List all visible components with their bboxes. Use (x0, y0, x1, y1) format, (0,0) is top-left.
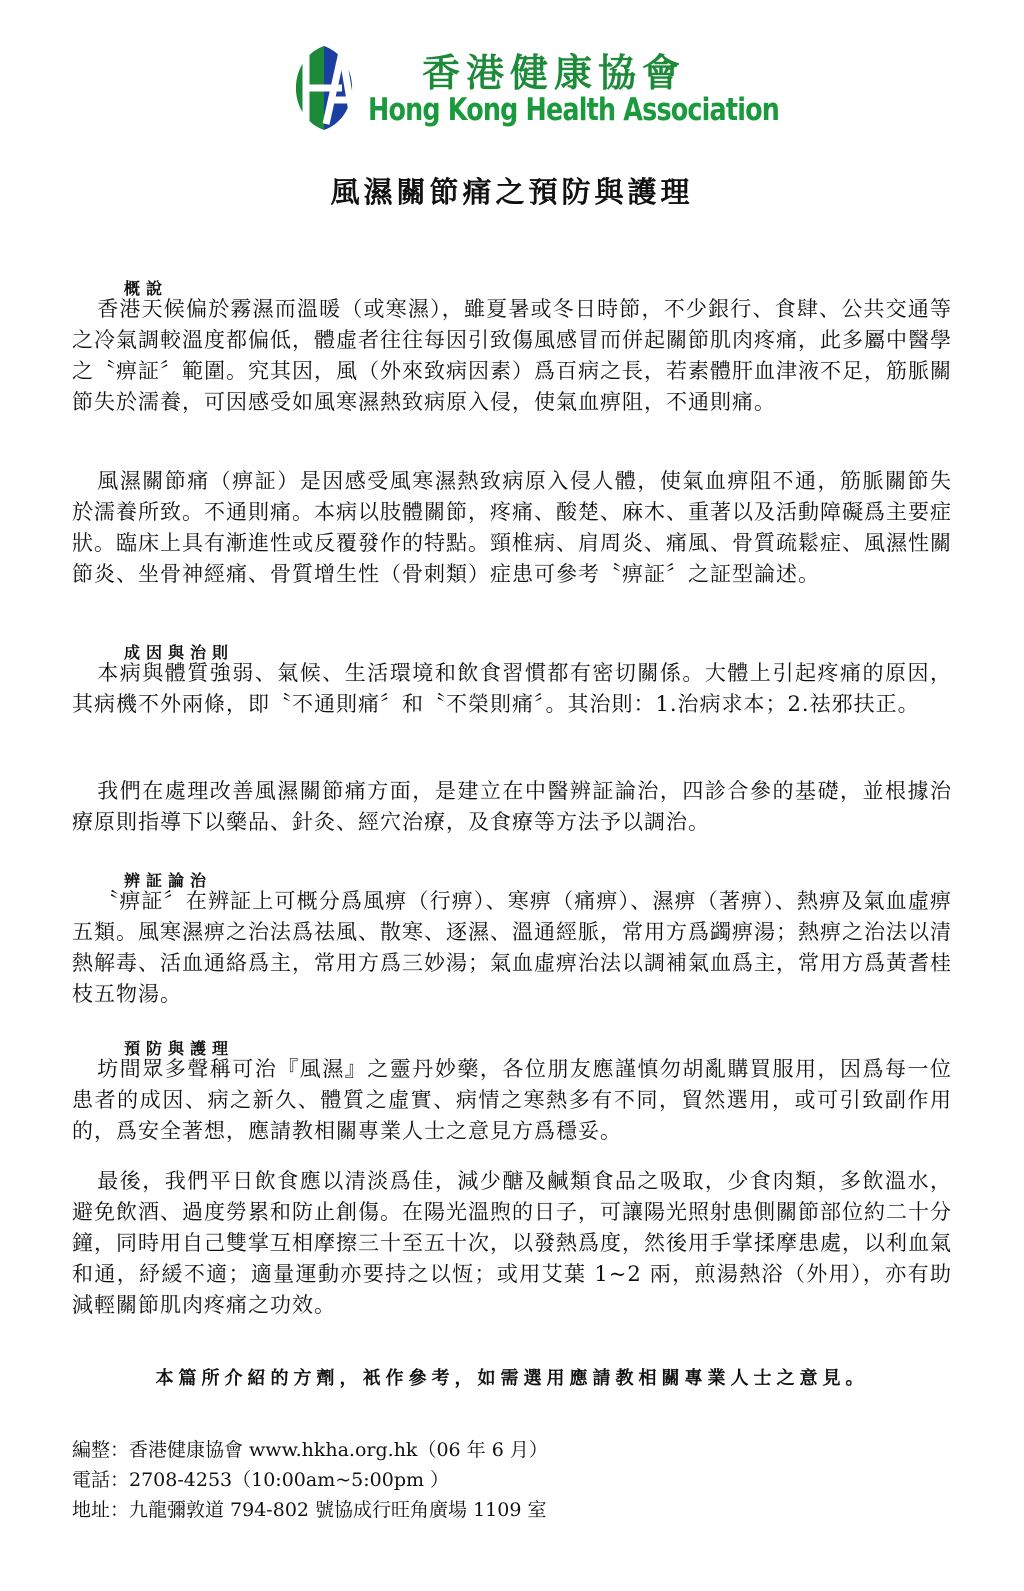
footer-contact (72, 1435, 548, 1525)
paragraph-overview-1: 香港天候偏於霧濕而溫暖（或寒濕），雖夏暑或冬日時節，不少銀行、食肆、公共交通等之冷氣調較溫度都偏低，體虛者往往每因引致傷風感冒而併起關節肌肉疼痛，此多屬中醫學之〝痹証〞範圍。究其因，風（外來致病因素）爲百病之長，若素體肝血津液不足，筋脈關節失於濡養，可因感受如風寒濕熱致病原入侵，使氣血痹阻，不通則痛。 (72, 297, 952, 414)
paragraph-overview-2: 風濕關節痛（痹証）是因感受風寒濕熱致病原入侵人體，使氣血痹阻不通，筋脈關節失於濡養所致。不通則痛。本病以肢體關節，疼痛、酸楚、麻木、重著以及活動障礙爲主要症狀。臨床上具有漸進性或反覆發作的特點。頸椎病、肩周炎、痛風、骨質疏鬆症、風濕性關節炎、坐骨神經痛、骨質增生性（骨刺類）症患可參考〝痹証〞之証型論述。 (72, 469, 952, 586)
disclaimer-note: 本篇所介紹的方劑，衹作參考，如需選用應請教相關專業人士之意見。 (155, 1368, 869, 1389)
section-heading-prevention: 預防與護理 (124, 1039, 235, 1058)
paragraph-diagnosis-1: 〝痹証〞在辨証上可概分爲風痹（行痹）、寒痹（痛痹）、濕痹（著痹）、熱痹及氣血虛痹五類。風寒濕痹之治法爲祛風、散寒、逐濕、溫通經脈，常用方爲蠲痹湯；熱痹之治法以清熱解毒、活血通絡爲主，常用方爲三妙湯；氣血虛痹治法以調補氣血爲主，常用方爲黃耆桂枝五物湯。 (72, 889, 952, 1006)
org-name-cn: 香港健康協會 (422, 50, 687, 95)
org-name-en: Hong Kong Health Association (368, 92, 780, 128)
paragraph-causes-1: 本病與體質強弱、氣候、生活環境和飲食習慣都有密切關係。大體上引起疼痛的原因，其病機不外兩條，即〝不通則痛〞和〝不榮則痛〞。其治則：1.治病求本；2.祛邪扶正。 (72, 661, 952, 716)
hkha-logo-icon (282, 42, 366, 134)
paragraph-prevention-2: 最後，我們平日飲食應以清淡爲佳，減少醣及鹹類食品之吸取，少食肉類，多飲溫水，避免飲酒、過度勞累和防止創傷。在陽光溫煦的日子，可讓陽光照射患側關節部位約二十分鐘，同時用自己雙掌互相摩擦三十至五十次，以發熱爲度，然後用手掌揉摩患處，以利血氣和通，紓緩不適；適量運動亦要持之以恆；或用艾葉 1~2 兩，煎湯熱浴（外用），亦有助減輕關節肌肉疼痛之功效。 (72, 1169, 952, 1317)
footer-phone: 電話：2708-4253（10:00am~5:00pm ） (72, 1469, 450, 1491)
paragraph-prevention-1: 坊間眾多聲稱可治『風濕』之靈丹妙藥，各位朋友應謹慎勿胡亂購買服用，因爲每一位患者的成因、病之新久、體質之虛實、病情之寒熱多有不同，貿然選用，或可引致副作用的，爲安全著想，應請教相關專業人士之意見方爲穩妥。 (72, 1057, 952, 1143)
letterhead (282, 38, 780, 138)
paragraph-causes-2: 我們在處理改善風濕關節痛方面，是建立在中醫辨証論治，四診合參的基礎，並根據治療原則指導下以藥品、針灸、經穴治療，及食療等方法予以調治。 (72, 779, 952, 834)
footer-editor: 編整：香港健康協會 www.hkha.org.hk（06 年 6 月） (72, 1439, 548, 1461)
section-heading-diagnosis: 辨証論治 (124, 871, 213, 890)
section-heading-overview: 概說 (124, 279, 169, 298)
page-title: 風濕關節痛之預防與護理 (330, 175, 694, 209)
section-heading-causes: 成因與治則 (124, 643, 235, 662)
footer-address: 地址：九龍彌敦道 794-802 號協成行旺角廣場 1109 室 (72, 1499, 547, 1521)
